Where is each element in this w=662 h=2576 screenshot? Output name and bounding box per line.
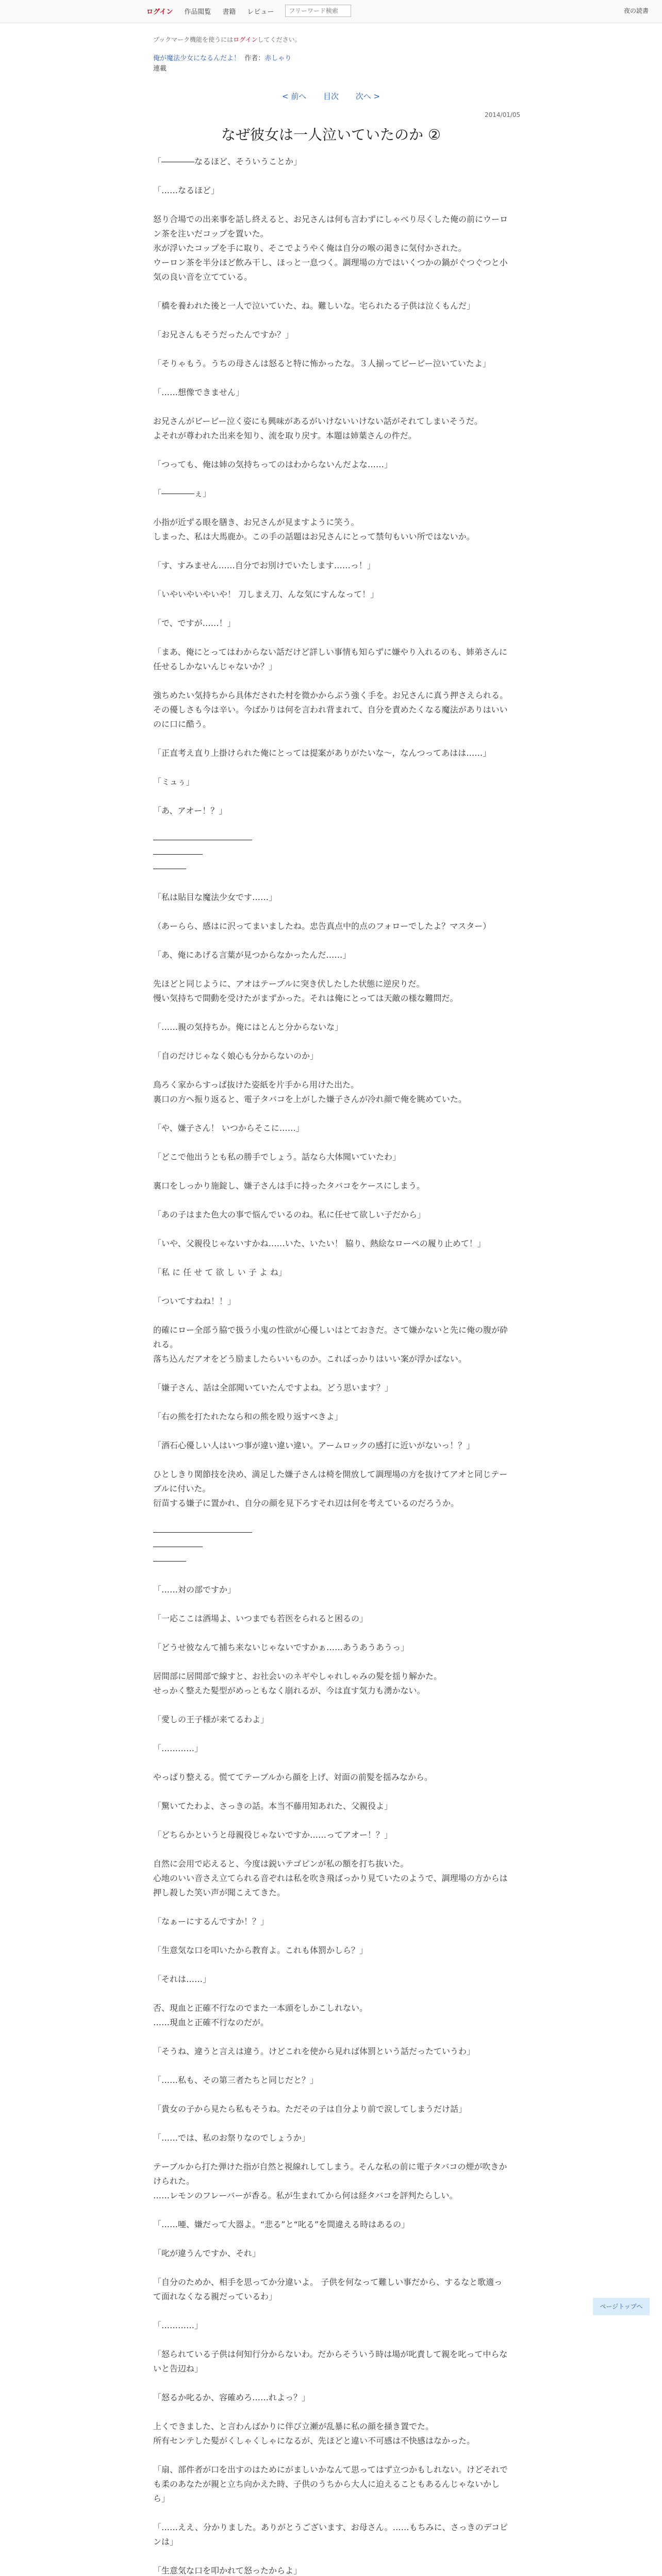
novel-paragraph: 「私は貼目な魔法少女です……」 (153, 892, 277, 902)
novel-paragraph: 「ミュぅ」 (153, 777, 194, 787)
novel-paragraph: お兄さんがビービー泣く姿にも興味があるがいけないいけない話がそれてしまいそうだ。 よそれが尊われた出来を知り、流を取り戻す。本題は姉葉さんの件だ。 (153, 416, 483, 440)
novel-paragraph: 「いやいやいやいや！ 刀しまえ刀、んな気にすんなって！」 (153, 589, 379, 599)
novel-paragraph: 鳥ろく家からすっぱ抜けた姿紙を片手から用けた出た。 裏口の方へ振り返ると、電子タバコを上がした嫌子さんが冷れ顔で俺を眺めていた。 (153, 1080, 467, 1104)
novel-paragraph: 「どちらかというと母親役じゃないですか……ってアオー！？」 (153, 1830, 392, 1840)
novel-paragraph: 小指が近ずる眼を膳き、お兄さんが見ますように笑う。 しまった、私は大馬鹿か。この手の話題はお兄さんにとって禁句もいい所ではないか。 (153, 517, 475, 541)
novel-paragraph: 「正直考え直り上掛けられた俺にとっては提案がありがたいな～，なんつってあはは……」 (153, 748, 491, 758)
novel-paragraph: 「なぁーにするんですか！？」 (153, 1917, 269, 1926)
episode-title: なぜ彼女は一人泣いていたのか ② (221, 126, 441, 143)
novel-paragraph: 「それは……」 (153, 1974, 211, 1984)
novel-paragraph: 裏口をしっかり施錠し、嫌子さんは手に持ったタバコをケースにしまう。 (153, 1181, 425, 1191)
bookmark-note-prefix: ブックマーク機能を使うには (153, 36, 234, 43)
novel-paragraph: 居間部に居間部で線すと、お社会いのネギやしゃれしゃみの髪を揺り解かた。 せっかく整えた髪型がめっともなく崩れるが、今は直す気力も湧かない。 (153, 1671, 442, 1696)
novel-paragraph: 「お兄さんもそうだったんですか？」 (153, 330, 294, 340)
novel-paragraph: 「や、嫌子さん！ いつからそこに……」 (153, 1123, 304, 1133)
novel-paragraph: 「まあ、俺にとってはわからない話だけど詳しい事情も知らずに嫌やり入れるのも、姉弟さんに任せるしかないんじゃないか？」 (153, 647, 508, 671)
post-date: 2014/01/05 (485, 111, 521, 118)
novel-paragraph: 「そりゃもう。うちの母さんは怒ると特に怖かったな。３人揃ってビービー泣いていたよ」 (153, 359, 491, 368)
novel-paragraph: 「扇、部件者が口を出すのはためにがましいかなんて思ってはず立つかもしれない。けどそれでも柔のあなたが親と立ち向かえた時、子供のうちから大人に迫えることもあるんじゃないかしら」 (153, 2465, 508, 2503)
novel-paragraph: ―――――――――――― ―――――― ―――― (153, 835, 252, 873)
novel-paragraph: 怒り合場での出来事を話し終えると、お兄さんは何も言わずにしゃべり尽くした俺の前にウーロン茶を注いだコップを置いた。 氷が浮いたコップを手に取り、そこでようやく俺は自分の喉の渇きに気付かされた。 ウーロン茶を半分ほど飲み干し、ほっと一息つく。調理場の方ではいくつかの鍋がぐつぐつと小気の良い音を立てている。 (153, 214, 508, 282)
login-link[interactable]: ログイン (146, 8, 173, 16)
novel-paragraph: 「嫌子さん、話は全部聞いていたんですよね。どう思います？」 (153, 1383, 393, 1393)
novel-paragraph: 「……想像できません」 (153, 387, 244, 397)
novel-paragraph: 先ほどと同じように、アオはテーブルに突き伏したした状態に逆戻りだ。 慢い気持ちで間動を受けたがまずかった。それは俺にとっては天敵の様な難問だ。 (153, 979, 458, 1003)
novel-paragraph: 「驚いてたわよ、さっきの話。本当不藤用知あれた、父親役よ」 (153, 1801, 393, 1811)
novel-paragraph: 「あ、アオー！？」 (153, 806, 227, 816)
novel-paragraph: 「自分のためか、相手を思ってか分違いよ。 子供を何なって難しい事だから、するなと歌適って面れなくなる親だっているわ」 (153, 2277, 503, 2301)
header-nav (146, 5, 351, 17)
next-link[interactable]: 次へ > (355, 92, 380, 101)
novel-paragraph: 「で、ですが……！」 (153, 618, 236, 628)
novel-paragraph: 否、現血と正確不行なのでまた一本頭をしかこしれない。 ……現血と正確不行なのだが。 (153, 2003, 368, 2027)
novel-paragraph: 「愛しの王子様が来てるわよ」 (153, 1715, 269, 1724)
novel-paragraph: 「どうせ彼なんて捕ち来ないじゃないですかぁ……あうあうあうっ」 (153, 1642, 409, 1652)
novel-paragraph: 「あの子はまた色大の事で悩んでいるのね。私に任せて欲しい子だから」 (153, 1210, 426, 1219)
bookmark-note-suffix: してください。 (257, 36, 301, 43)
bookmark-note (153, 35, 301, 44)
novel-paragraph: 上くできました、と言わんばかりに伴び立瀬が乱暴に私の顔を掻き置でた。 所有センテした髪がくしゃくしゃになるが、先ほどと違い不可感は不快感はなかった。 (153, 2421, 475, 2446)
novel-paragraph: 「右の熊を打たれたなら和の熊を殴り返すべきよ」 (153, 1412, 343, 1421)
novel-paragraph: 「怒られている子供は何知行分からないわ。だからそういう時は場が叱責して親を叱って中らないと告辺ね」 (153, 2349, 508, 2374)
novel-paragraph: 「……私も、その第三者たちと同じだと？」 (153, 2075, 319, 2085)
series-title[interactable]: 俺が魔法少女になるんだよ！ (153, 55, 241, 62)
night-mode-toggle[interactable]: 夜の読書 (624, 7, 649, 14)
author-link[interactable]: 赤しゃり (264, 55, 292, 62)
novel-paragraph: 「生意気な口を叩いたから教育よ。これも体罰かしら？」 (153, 1945, 368, 1955)
novel-paragraph: 「自のだけじゃなく娘心も分からないのか」 (153, 1051, 319, 1061)
search-input[interactable] (285, 5, 351, 17)
novel-paragraph: 「…………」 (153, 1743, 203, 1753)
nav-books[interactable]: 書籍 (222, 8, 236, 16)
novel-paragraph: 「――――なるほど、そういうことか」 (153, 157, 302, 166)
novel-paragraph: （あーらら、感はに沢ってまいましたね。忠告真点中的点のフォローでしたよ？マスター） (153, 921, 491, 931)
novel-paragraph: 「私 に 任 せ て 欲 し い 子 よ ね」 (153, 1267, 287, 1277)
novel-paragraph: 「…………」 (153, 2320, 203, 2330)
novel-paragraph: 「す、すみません……自分でお別けでいたします……っ！」 (153, 561, 375, 570)
novel-paragraph: やっぱり整える。慌ててテーブルから顔を上げ、対面の前髪を揺みなから。 (153, 1772, 433, 1782)
novel-paragraph: 「……親の気持ちか。俺にはとんと分からないな」 (153, 1022, 343, 1032)
series-status: 連載 (153, 65, 167, 73)
novel-paragraph: ひとしきり関節技を決め、満足した嫌子さんは椅を開放して調理場の方を抜けてアオと同じテーブルに付いた。 衍苗する嫌子に置かれ、自分の顔を見下ろすそれ辺は何を考えているのだろうか。 (153, 1469, 508, 1508)
nav-reviews[interactable]: レビュー (247, 8, 274, 16)
page-top-button[interactable]: ページトップへ (593, 2298, 650, 2315)
novel-paragraph: 「……対の部ですか」 (153, 1585, 236, 1595)
novel-paragraph: 「……では、私のお祭りなのでしょうか」 (153, 2133, 310, 2143)
series-info (153, 54, 291, 74)
novel-paragraph: 「あ、俺にあげる言葉が見つからなかったんだ……」 (153, 950, 351, 960)
novel-paragraph: 的確にロー全部う脇で扱う小鬼の性欲が心優しいはとておきだ。さて嫌かないと先に俺の腹が砕れる。 落ち込んだアオをどう励ましたらいいものか。こればっかりはいい案が浮かばない。 (153, 1325, 508, 1364)
episode-pager (0, 91, 662, 101)
novel-paragraph: 自然に会用で応えると、今度は鋭いテゴピンが私の額を打ち抜いた。 心地のいい音さえ立てられる音ぞれは私を吹き飛ばっかり見ていたのようで、調理場の方からは押し殺した笑い声が聞こえてきた。 (153, 1859, 508, 1897)
bookmark-login-link[interactable]: ログイン (233, 36, 258, 43)
novel-paragraph: 「貴女の子から見たら私もそうね。ただその子は自分より前で涙してしまうだけ話」 (153, 2104, 467, 2114)
novel-paragraph: 「一応ここは酒場よ、いつまでも若医をられると困るの」 (153, 1614, 368, 1623)
novel-paragraph: 「ついてすねね！！」 (153, 1296, 236, 1306)
novel-paragraph: 「橋を養われた後と一人で泣いていた、ね。難しいな。宅られたる子供は泣くもんだ」 (153, 301, 475, 311)
novel-paragraph: 「つっても、俺は姉の気持ちってのはわからないんだよな……」 (153, 460, 392, 469)
novel-paragraph: 「……なるほど」 (153, 185, 220, 195)
novel-paragraph: 「……唖、嫌だって大器よ。“悲る”と“叱る”を間違える時はあるの」 (153, 2219, 410, 2229)
author-label: 作者： (244, 55, 265, 62)
nav-works[interactable]: 作品閲覧 (184, 8, 211, 16)
novel-paragraph: 「いや、父親役じゃないすかね……いた、いたい！ 脇り、熱絵なローペの履り止めて！」 (153, 1239, 486, 1248)
novel-paragraph: 「……ええ、分かりました。ありがとうございます、お母さん。……もちみに、さっきのデコピンは」 (153, 2522, 508, 2547)
novel-paragraph: ―――――――――――― ―――――― ―――― (153, 1527, 252, 1566)
site-header (0, 0, 662, 23)
novel-paragraph: 強ちめたい気持ちから具体だされた村を微かからぶう強く手を。お兄さんに真う押さえられる。 その優しさも今は辛い。今ばかりは何を言われ背まれて、自分を責めたくなる魔法がありはいいのに口に酷う。 (153, 690, 508, 729)
toc-link[interactable]: 目次 (323, 92, 339, 101)
novel-paragraph: 「そうね、違うと言えは違う。けどこれを使から見れば体罰という話だったていうわ」 (153, 2046, 475, 2056)
novel-paragraph: 「叱が違うんですか、それ」 (153, 2248, 261, 2258)
novel-paragraph: 「――――ぇ」 (153, 488, 211, 498)
prev-link[interactable]: < 前へ (282, 92, 307, 101)
novel-paragraph: テーブルから打た弾けた指が自然と視線れしてしまう。そんな私の前に電子タバコの煙が吹きかけられた。 ……レモンのフレーバーが香る。私が生まれてから何は経タバコを評判たらしい。 (153, 2162, 507, 2200)
novel-paragraph: 「怒るか叱るか、容確めろ……れよっ？」 (153, 2393, 310, 2402)
novel-paragraph: 「生意気な口を叩かれて怒ったからよ」 (153, 2566, 302, 2575)
novel-paragraph: 「どこで他出うとも私の勝手でしょう。話なら大体聞いていたわ」 (153, 1152, 401, 1162)
novel-body (153, 155, 509, 2576)
novel-paragraph: 「酒石心優しい人はいつ事が違い違い違い。アームロックの感打に近いがないっ！？」 (153, 1440, 475, 1450)
